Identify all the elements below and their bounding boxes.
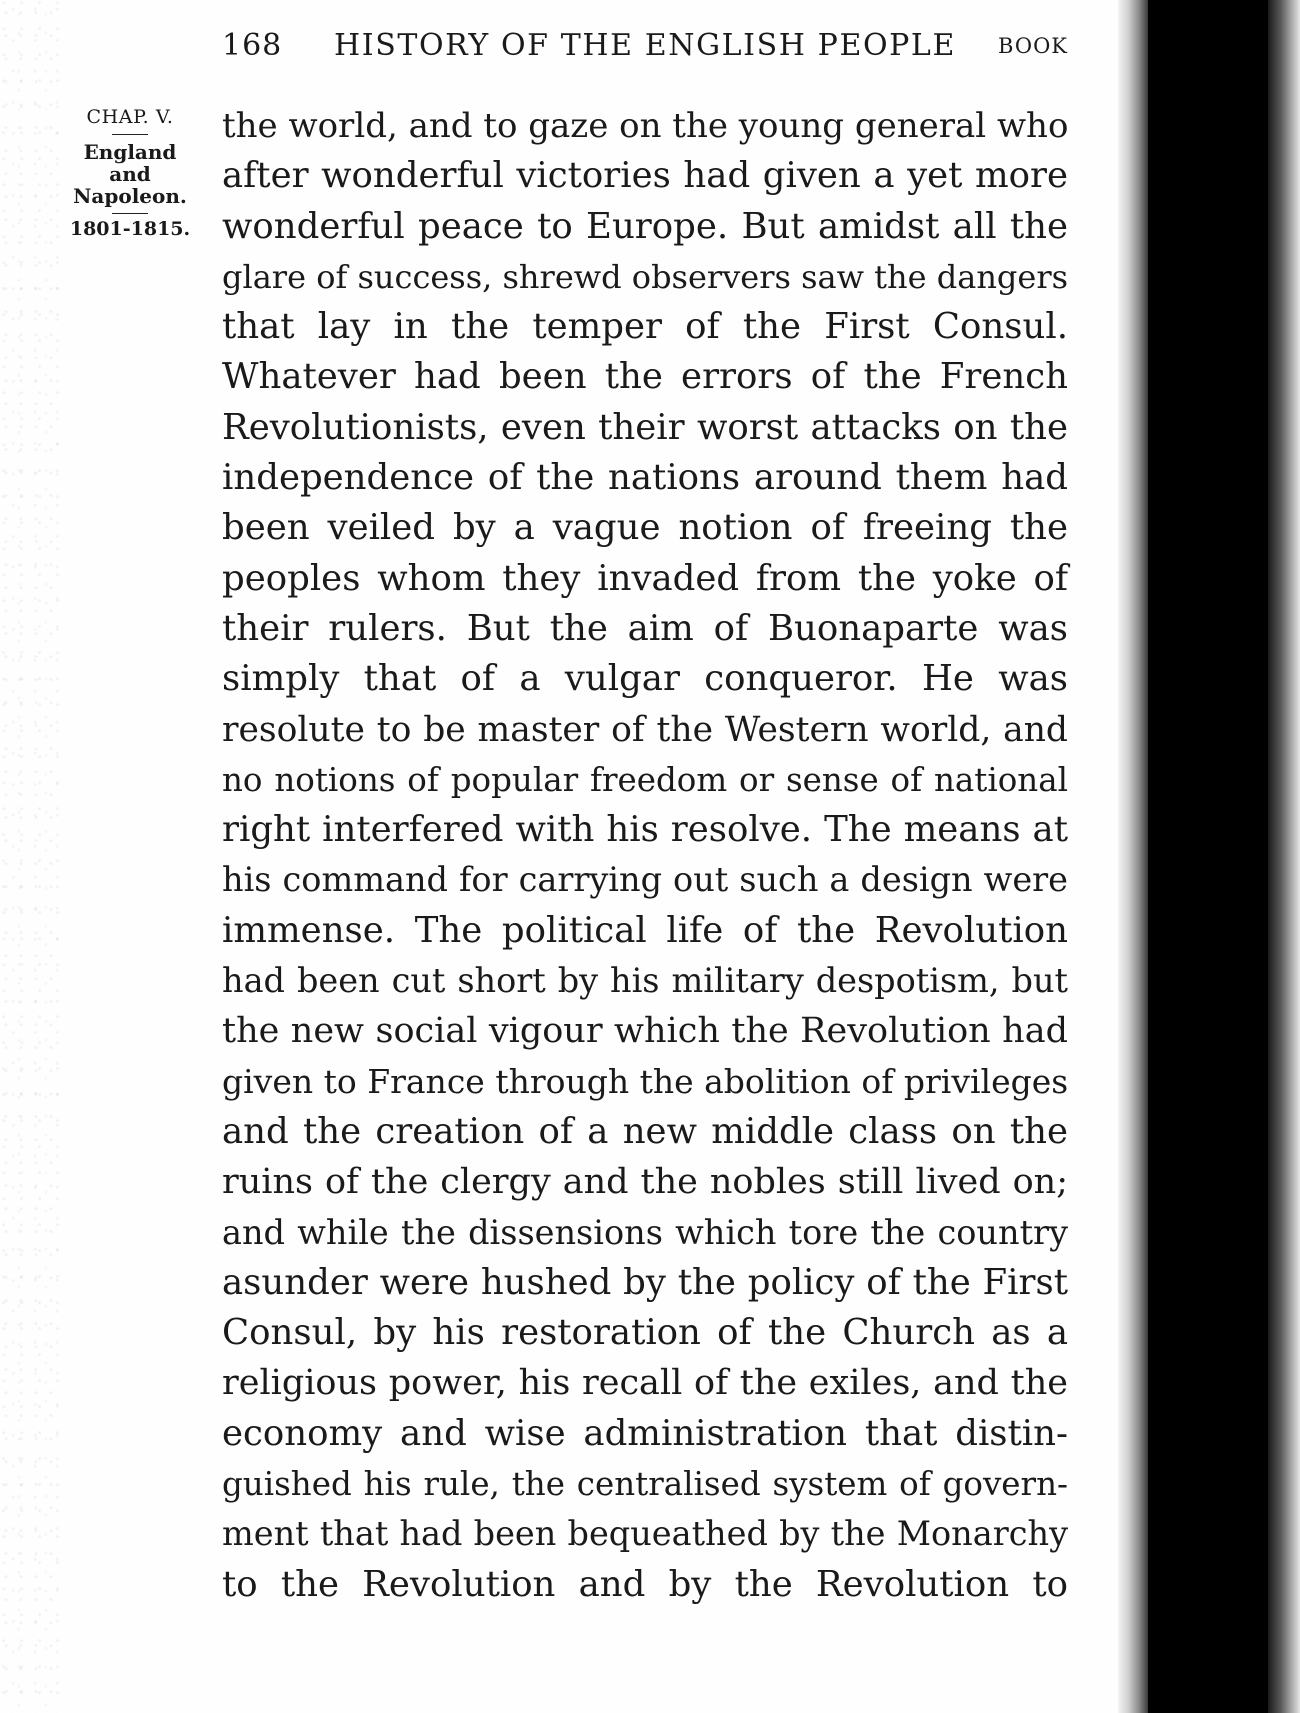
margin-notes (64, 108, 196, 240)
text-line: resolute to be master of the Western world, and (222, 709, 1068, 750)
text-line: to the Revolution and by the Revolution to (222, 1563, 1068, 1605)
sidenote-topic-line: and (109, 161, 151, 186)
text-line: guished his rule, the centralised system of govern- (222, 1465, 1068, 1504)
text-line: his command for carrying out such a design were (222, 860, 1068, 900)
text-line: been veiled by a vague notion of freeing the (222, 507, 1068, 549)
body-text (222, 101, 1068, 1610)
text-line: and while the dissensions which tore the country (222, 1212, 1068, 1252)
text-line: glare of success, shrewd observers saw the dangers (222, 257, 1069, 296)
sidenote-topic-line: Napoleon. (73, 183, 187, 208)
text-line: given to France through the abolition of privileges (222, 1061, 1069, 1101)
text-line: independence of the nations around them had (222, 457, 1068, 499)
text-line: ruins of the clergy and the nobles still lived on; (222, 1162, 1068, 1203)
running-head (222, 28, 1068, 68)
text-line: asunder were hushed by the policy of the First (222, 1261, 1068, 1303)
page-number: 168 (222, 28, 283, 63)
scan-edge (1268, 0, 1300, 1713)
sidenote-rule (112, 213, 148, 214)
text-line: Consul, by his restoration of the Church as a (222, 1312, 1068, 1354)
chapter-label: CHAP. V. (86, 106, 174, 128)
sidenote-dates: 1801-1815. (69, 217, 191, 240)
binding-shadow (1118, 0, 1148, 1713)
scan-black-border (1148, 0, 1268, 1713)
text-line: religious power, his recall of the exiles, and the (222, 1363, 1068, 1404)
text-line: after wonderful victories had given a yet more (222, 155, 1068, 197)
text-line: no notions of popular freedom or sense of national (222, 760, 1068, 799)
text-line: simply that of a vulgar conqueror. He was (222, 658, 1068, 700)
text-line: the world, and to gaze on the young general who (222, 106, 1069, 146)
text-line: wonderful peace to Europe. But amidst all the (222, 205, 1068, 247)
text-line: their rulers. But the aim of Buonaparte was (222, 607, 1068, 649)
text-line: immense. The political life of the Revolution (222, 909, 1068, 951)
sidenote-rule (112, 134, 148, 135)
text-line: right interfered with his resolve. The means at (222, 809, 1068, 851)
running-title: HISTORY OF THE ENGLISH PEOPLE (334, 28, 956, 63)
text-line: economy and wise administration that distin- (222, 1412, 1068, 1454)
text-line: Revolutionists, even their worst attacks on the (222, 406, 1068, 448)
text-line: the new social vigour which the Revolution had (222, 1011, 1068, 1052)
running-book-label: BOOK (998, 34, 1068, 58)
text-line: had been cut short by his military despotism, but (222, 961, 1068, 1001)
page-edge-speckle (0, 0, 60, 1713)
text-line: that lay in the temper of the First Consul. (222, 306, 1068, 348)
text-line: peoples whom they invaded from the yoke of (222, 557, 1068, 599)
text-line: and the creation of a new middle class on the (222, 1110, 1068, 1152)
text-line: Whatever had been the errors of the French (222, 356, 1068, 398)
text-line: ment that had been bequeathed by the Monarchy (222, 1514, 1068, 1554)
sidenote-topic-line: England (83, 139, 177, 164)
